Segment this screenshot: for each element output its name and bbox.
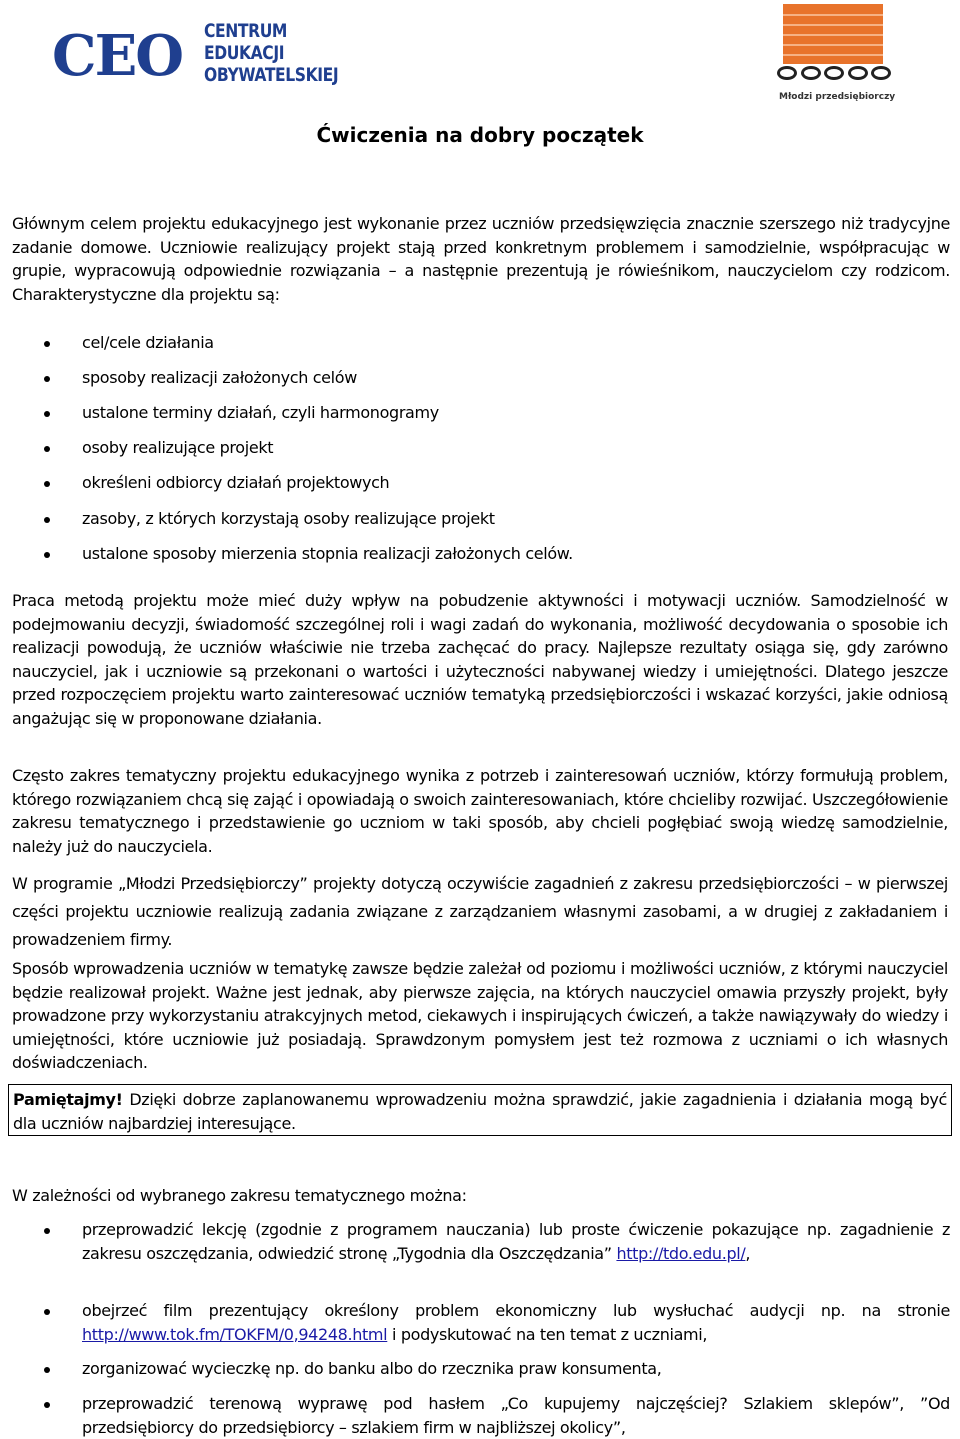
ceo-logo-line: EDUKACJI [204, 42, 285, 64]
list-item-text: przeprowadzić terenową wyprawę pod hasłem „Co kupujemy najczęściej? Szlakiem sklepów”, ”Od przedsiębiorcy do przedsiębiorcy – szlakiem firm w najbliższej okolicy”, [82, 1394, 950, 1437]
logo-gears [777, 66, 891, 84]
intro-paragraph [12, 212, 950, 306]
bullet-icon [44, 552, 50, 558]
tdo-link[interactable]: http://tdo.edu.pl/ [616, 1243, 746, 1263]
bullet-icon [44, 341, 50, 347]
list-item-text: cel/cele działania [82, 333, 214, 352]
list-item [82, 331, 950, 355]
paragraph-text: W programie „Młodzi Przedsiębiorczy” projekty dotyczą oczywiście zagadnień z zakresu przedsiębiorczości – w pierwszej części projektu uczniowie realizują zadania związane z zarządzaniem własnymi zasobami, a w drugiej z zakładaniem i prowadzeniem firmy. [12, 874, 948, 949]
bullet-icon [44, 446, 50, 452]
ceo-logo [52, 20, 362, 94]
list-item-text: obejrzeć film prezentujący określony problem ekonomiczny lub wysłuchać audycji np. na stronie [82, 1301, 950, 1320]
body-paragraph [12, 764, 948, 858]
ceo-logo-name [204, 20, 338, 86]
remember-label: Pamiętajmy! [13, 1090, 123, 1109]
list-item [82, 366, 950, 390]
intro-text: Głównym celem projektu edukacyjnego jest wykonanie przez uczniów przedsięwzięcia znacznie szerszego niż tradycyjne zadanie domowe. Uczniowie realizujący projekt stają przed konkretnym problemem i samodzielnie, współpracując w grupie, wypracowują odpowiednie rozwiązania – a następnie prezentują je rówieśnikom, nauczycielom czy rodzicom. Charakterystyczne dla projektu są: [12, 214, 950, 304]
paragraph-text: Często zakres tematyczny projektu edukacyjnego wynika z potrzeb i zainteresowań uczniów, którzy formułują problem, którego rozwiązaniem chcą się zająć i opowiadają o swoich zainteresowaniach, które chcieliby rozwijać. Uszczegółowienie zakresu tematycznego i przedstawienie go uczniom w taki sposób, aby chcieli pogłębiać swoją wiedzę samodzielnie, należy już do nauczyciela. [12, 766, 948, 856]
paragraph-text: Sposób wprowadzenia uczniów w tematykę zawsze będzie zależał od poziomu i możliwości uczniów, z którymi nauczyciel będzie realizował projekt. Ważne jest jednak, aby pierwsze zajęcia, na których nauczyciel omawia przyszły projekt, były prowadzone przy wykorzystaniu atrakcyjnych metod, ciekawych i inspirujących ćwiczeń, a także nawiązywały do wiedzy i umiejętności, które uczniowie już posiadają. Sprawdzonym pomysłem jest też rozmowa z uczniami o ich własnych doświadczeniach. [12, 959, 948, 1072]
body-paragraph [12, 957, 948, 1075]
list-item-text: sposoby realizacji założonych celów [82, 368, 357, 387]
logo-caption: Młodzi przedsiębiorczy [779, 92, 896, 102]
list-item-text: zasoby, z których korzystają osoby realizujące projekt [82, 509, 495, 528]
list-item-text: przeprowadzić lekcję (zgodnie z programem nauczania) lub proste ćwiczenie pokazujące np. zagadnienie z zakresu oszczędzania, odwiedzić stronę „Tygodnia dla Oszczędzania” [82, 1220, 950, 1263]
bullet-icon [44, 1309, 50, 1315]
bullet-icon [44, 376, 50, 382]
list-item-text: określeni odbiorcy działań projektowych [82, 473, 390, 492]
list-item-text-tail: , [745, 1243, 751, 1263]
list-item [82, 507, 950, 531]
list-item [82, 401, 950, 425]
ceo-logo-line: CENTRUM [204, 20, 288, 42]
list-item-text: zorganizować wycieczkę np. do banku albo do rzecznika praw konsumenta, [82, 1359, 662, 1378]
mlodzi-przedsiebiorczy-logo [775, 4, 895, 106]
body-paragraph [12, 589, 948, 730]
list-item-text-tail: i podyskutować na ten temat z uczniami, [387, 1324, 708, 1344]
bullet-icon [44, 1402, 50, 1408]
list-item-text: ustalone sposoby mierzenia stopnia realizacji założonych celów. [82, 544, 573, 563]
page-title: Ćwiczenia na dobry początek [316, 123, 644, 147]
list-item-text: osoby realizujące projekt [82, 438, 274, 457]
paragraph-text: Praca metodą projektu może mieć duży wpływ na pobudzenie aktywności i motywacji uczniów. Samodzielność w podejmowaniu decyzji, świadomość szczególnej roli i wagi zadań do wykonania, możliwość decydowania o sposobie ich realizacji powodują, że uczniów właściwie nie trzeba zachęcać do pracy. Najlepsze rezultaty osiąga się, gdy zarówno nauczyciel, jak i uczniowie są przekonani o wartości i użyteczności nabywanej wiedzy i umiejętności. Dlatego jeszcze przed rozpoczęciem projektu warto zainteresować uczniów tematyką przedsiębiorczości i wskazać korzyści, jakie odniosą angażując się w proponowane działania. [12, 591, 948, 728]
list-item [82, 1299, 950, 1346]
bullet-icon [44, 1228, 50, 1234]
remember-box [8, 1084, 952, 1136]
bullet-icon [44, 411, 50, 417]
options-intro-text: W zależności od wybranego zakresu tematycznego można: [12, 1186, 467, 1205]
logo-m-block [783, 4, 883, 64]
list-item-text: ustalone terminy działań, czyli harmonogramy [82, 403, 439, 422]
body-paragraph [12, 870, 948, 954]
ceo-logo-line: OBYWATELSKIEJ [204, 64, 339, 86]
list-item [82, 436, 950, 460]
list-item [82, 542, 950, 566]
remember-text: Dzięki dobrze zaplanowanemu wprowadzeniu można sprawdzić, jakie zagadnienia i działania mogą być dla uczniów najbardziej interesujące. [13, 1090, 947, 1133]
list-item [82, 471, 950, 495]
bullet-icon [44, 1367, 50, 1373]
tokfm-link[interactable]: http://www.tok.fm/TOKFM/0,94248.html [82, 1324, 388, 1344]
options-intro [12, 1184, 948, 1208]
bullet-icon [44, 517, 50, 523]
list-item [82, 1218, 950, 1265]
list-item [82, 1357, 950, 1381]
list-item [82, 1392, 950, 1439]
ceo-logo-letters: CEO [52, 23, 183, 89]
bullet-icon [44, 481, 50, 487]
